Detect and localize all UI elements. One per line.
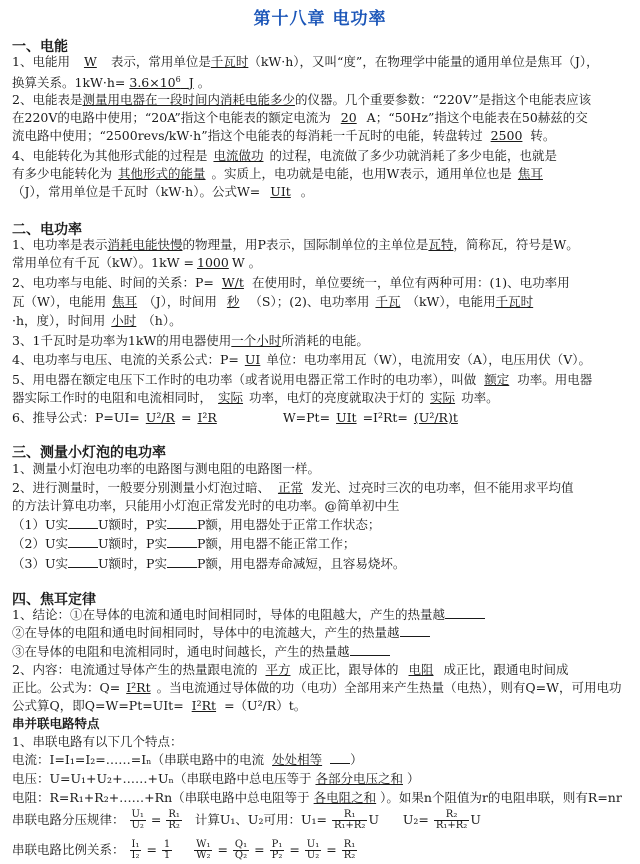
- text-line: 2、内容：电流通过导体产生的热量跟电流的 平方 成正比，跟导体的 电阻 成正比，跟通电时间成: [12, 662, 569, 677]
- section-heading-electric-energy: 一、电能: [12, 39, 68, 55]
- text-line: 1、串联电路有以下几个特点：: [12, 734, 183, 749]
- text-line: 在220V的电路中使用；“20A”指这个电能表的额定电流为 20 A；“50Hz”指这个电能表在50赫兹的交: [12, 110, 588, 125]
- subheading-series-parallel: 串并联电路特点: [12, 716, 100, 731]
- fraction: $\frac{\text{R₁}}{\text{R₂}}$: [343, 839, 356, 861]
- text-line: ②在导体的电阻和通电时间相同时，导体中的电流越大，产生的热量越: [12, 624, 632, 642]
- section-heading-electric-power: 二、电功率: [12, 222, 82, 238]
- text-line: 有多少电能转化为 其他形式的能量 。实质上，电功就是电能，也用W表示，通用单位也是 焦耳: [12, 166, 543, 181]
- text-line: 3、1千瓦时是功率为1kW的用电器使用一个小时所消耗的电能。: [12, 333, 369, 348]
- text-line: 器实际工作时的电阻和电流相同时， 实际 功率，电灯的亮度就取决于灯的 实际 功率。: [12, 390, 499, 405]
- text-line: （3）U实 U额时，P实 P额，用电器寿命减短，且容易烧坏。: [12, 556, 406, 571]
- fraction: $\frac{\text{R₁}}{\text{R₁+R₂}}$: [333, 809, 366, 831]
- fraction: $\frac{\text{W₁}}{\text{W₂}}$: [196, 839, 211, 861]
- fraction: $\frac{\text{P₁}}{\text{P₂}}$: [271, 839, 283, 861]
- formula-line-series-ratio: 串联电路比例关系： $\frac{\text{I₁}}{\text{I₂}}$ = $\frac{1}{1}$ $\frac{\text{W₁}}{\text{W₂}}$ = $\frac{\text{Q₁}}{\text{Q₂}}$ = $\frac{\text{P₁}}{\text{P₂}}$ = $\frac{\text{U₁}}{\text{U₂}}$ = $\frac{\text{R₁}}{\text{R₂}}$: [12, 839, 356, 861]
- text-line: 流电路中使用；“2500revs/kW·h”指这个电能表的每消耗一千瓦时的电能，转盘转过 2500 转。: [12, 128, 556, 143]
- fraction: $\frac{\text{R₂}}{\text{R₁+R₂}}$: [435, 809, 468, 831]
- text-line: （1）U实 U额时，P实 P额，用电器处于正常工作状态；: [12, 517, 381, 532]
- fraction: $\frac{1}{1}$: [163, 839, 171, 861]
- fraction: $\frac{\text{U₁}}{\text{U₂}}$: [306, 839, 320, 861]
- text-line: （J），常用单位是千瓦时（kW·h）。公式W= UIt 。: [12, 184, 314, 199]
- formula-line-voltage-divider: 串联电路分压规律： $\frac{\text{U₁}}{\text{U₂}}$ = $\frac{\text{R₁}}{\text{R₂}}$ 计算U₁、U₂可用：U₁= $\frac{\text{R₁}}{\text{R₁+R₂}}$ U U₂= $\frac{\text{R₂}}{\text{R₁+R₂}}$ U: [12, 809, 481, 831]
- fraction: $\frac{\text{Q₁}}{\text{Q₂}}$: [234, 839, 248, 861]
- text-line: ·h，度），时间用 小时 （h）。: [12, 313, 182, 328]
- text-line: 2、电能表是测量用电器在一段时间内消耗电能多少的仪器。几个重要参数：“220V”是指这个电能表应该: [12, 92, 592, 107]
- text-line: 电阻：R=R₁+R₂+……+Rn（串联电路中总电阻等于 各电阻之和 ）。如果n个阻值为r的电阻串联，则有R=nr: [12, 790, 622, 805]
- text-line: 常用单位有千瓦（kW）。1kW = 1000 W 。: [12, 255, 262, 270]
- text-line: 1、测量小灯泡电功率的电路图与测电阻的电路图一样。: [12, 461, 320, 476]
- text-line: 4、电能转化为其他形式能的过程是 电流做功 的过程，电流做了多少功就消耗了多少电能，也就是: [12, 148, 557, 163]
- fraction: $\frac{\text{R₁}}{\text{R₂}}$: [168, 809, 180, 831]
- text-line: 瓦（W），电能用 焦耳 （J），时间用 秒 （S）；(2)、电功率用 千瓦 （kW），电能用千瓦时: [12, 294, 534, 309]
- text-line: 2、进行测量时，一般要分别测量小灯泡过暗、 正常 发光、过亮时三次的电功率，但不能用求平均值: [12, 480, 574, 495]
- text-line: 1、结论：①在导体的电流和通电时间相同时，导体的电阻越大，产生的热量越: [12, 606, 632, 624]
- section-heading-joule-law: 四、焦耳定律: [12, 592, 96, 608]
- text-line: 1、电能用 W 表示，常用单位是千瓦时（kW·h），又叫“度”，在物理学中能量的通用单位是焦耳（J），: [12, 54, 599, 69]
- text-line: 6、推导公式：P=UI= U²/R = I²R W=Pt= UIt =I²Rt= (U²/R)t: [12, 410, 458, 425]
- text-line: 电压：U=U₁+U₂+……+Uₙ（串联电路中总电压等于 各部分电压之和 ）: [12, 771, 420, 786]
- text-line: 1、电功率是表示消耗电能快慢的物理量，用P表示，国际制单位的主单位是瓦特，简称瓦，符号是W。: [12, 237, 579, 252]
- text-line: 电流：I=I₁=I₂=……=Iₙ（串联电路中的电流 处处相等 ）: [12, 752, 363, 767]
- text-line: 正比。公式为：Q= I²Rt 。当电流通过导体做的功（电功）全部用来产生热量（电热），则有Q=W，可用电功: [12, 680, 622, 695]
- text-line: （2）U实 U额时，P实 P额，用电器不能正常工作；: [12, 536, 356, 551]
- text-line: 4、电功率与电压、电流的关系公式：P= UI 单位：电功率用瓦（W），电流用安（A），电压用伏（V）。: [12, 352, 591, 367]
- text-line: 换算关系。$1kW\cdot h= 3.6\times 10^6$ J 。: [12, 75, 211, 91]
- text-line: 公式算Q，即Q=W=Pt=UIt= I²Rt =（U²/R）t。: [12, 698, 307, 713]
- text-line: ③在导体的电阻和电流相同时，通电时间越长，产生的热量越: [12, 643, 632, 661]
- text-line: 2、电功率与电能、时间的关系：P= W/t 在使用时，单位要统一，单位有两种可用：(1)、电功率用: [12, 275, 570, 290]
- fraction: $\frac{\text{I₁}}{\text{I₂}}$: [131, 839, 140, 861]
- section-heading-bulb-power: 三、测量小灯泡的电功率: [12, 445, 166, 461]
- text-line: 5、用电器在额定电压下工作时的电功率（或者说用电器正常工作时的电功率），叫做 额定 功率。用电器: [12, 372, 593, 387]
- page-title: 第十八章 电功率: [253, 9, 387, 29]
- text-line: 的方法计算电功率，只能用小灯泡正常发光时的电功率。@简单初中生: [12, 498, 400, 513]
- fraction: $\frac{\text{U₁}}{\text{U₂}}$: [131, 809, 144, 831]
